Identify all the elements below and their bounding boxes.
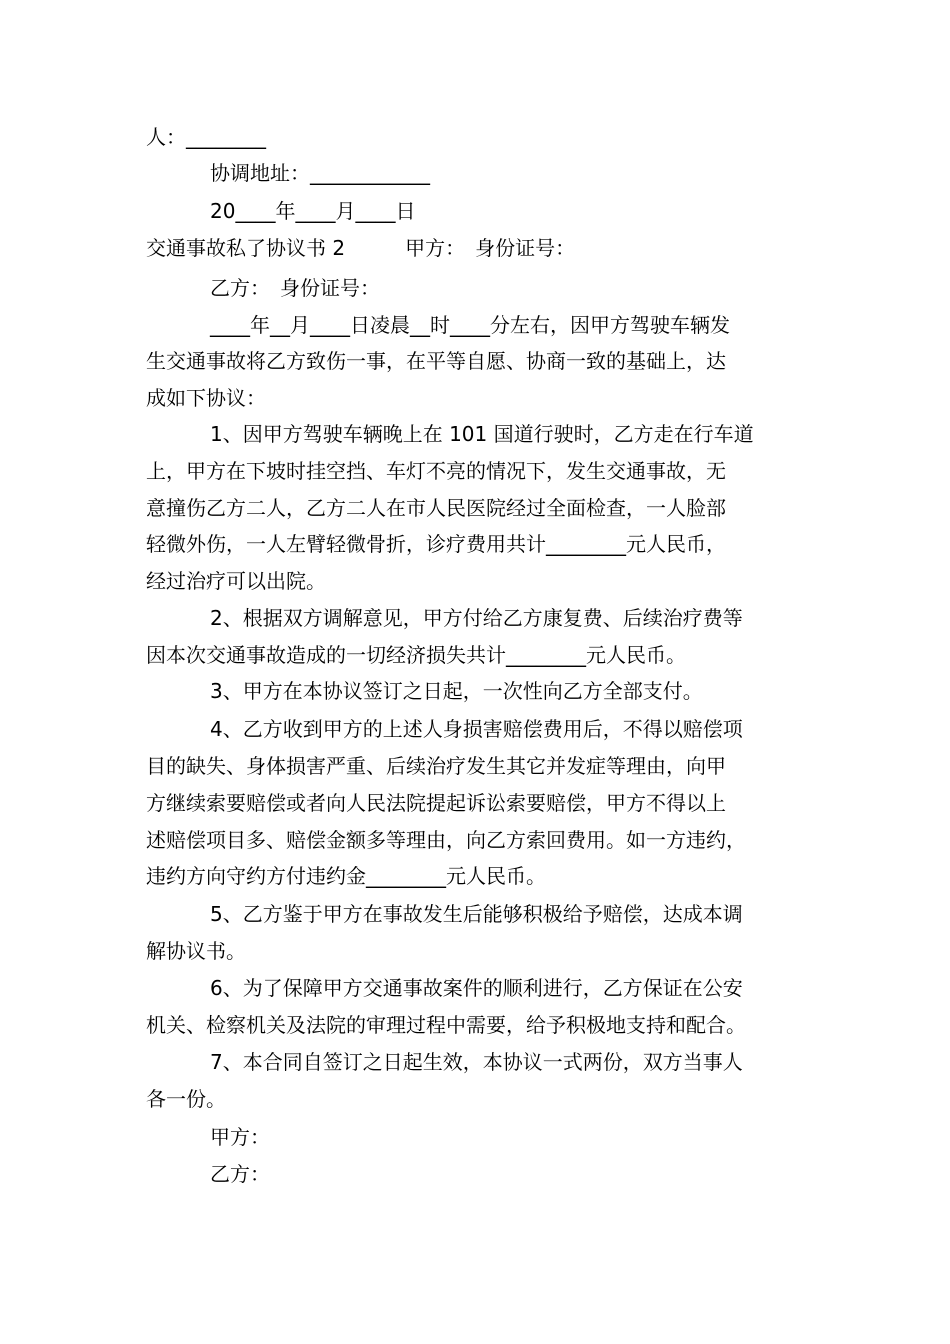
clause-4-line: 方继续索要赔偿或者向人民法院提起诉讼索要赔偿，甲方不得以上 bbox=[146, 791, 726, 815]
clause-4-line: 述赔偿项目多、赔偿金额多等理由，向乙方索回费用。如一方违约， bbox=[146, 828, 746, 852]
clause-2-line: 因本次交通事故造成的一切经济损失共计________元人民币。 bbox=[146, 643, 686, 667]
intro-paragraph-line: ____年__月____日凌晨__时____分左右，因甲方驾驶车辆发 bbox=[210, 313, 730, 337]
clause-1-line: 轻微外伤，一人左臂轻微骨折，诊疗费用共计________元人民币， bbox=[146, 532, 726, 556]
clause-1-line: 1、因甲方驾驶车辆晚上在 101 国道行驶时，乙方走在行车道 bbox=[210, 422, 754, 446]
clause-1-line: 上，甲方在下坡时挂空挡、车灯不亮的情况下，发生交通事故，无 bbox=[146, 459, 726, 483]
party-a-signature: 甲方： bbox=[210, 1125, 270, 1149]
clause-4-line: 违约方向守约方付违约金________元人民币。 bbox=[146, 864, 546, 888]
clause-1-line: 意撞伤乙方二人，乙方二人在市人民医院经过全面检查，一人脸部 bbox=[146, 496, 726, 520]
clause-5-line: 解协议书。 bbox=[146, 939, 246, 963]
date-line: 20____年____月____日 bbox=[210, 199, 416, 223]
clause-7-line: 各一份。 bbox=[146, 1087, 226, 1111]
intro-paragraph-line: 成如下协议： bbox=[146, 386, 266, 410]
signature-line-person: 人：________ bbox=[146, 125, 266, 149]
party-b-signature: 乙方： bbox=[210, 1162, 270, 1186]
clause-1-line: 经过治疗可以出院。 bbox=[146, 569, 326, 593]
party-b-id-line: 乙方： 身份证号： bbox=[210, 276, 380, 300]
clause-6-line: 6、为了保障甲方交通事故案件的顺利进行，乙方保证在公安 bbox=[210, 976, 743, 1000]
clause-5-line: 5、乙方鉴于甲方在事故发生后能够积极给予赔偿，达成本调 bbox=[210, 902, 743, 926]
clause-4-line: 4、乙方收到甲方的上述人身损害赔偿费用后，不得以赔偿项 bbox=[210, 717, 743, 741]
intro-paragraph-line: 生交通事故将乙方致伤一事，在平等自愿、协商一致的基础上，达 bbox=[146, 349, 726, 373]
mediation-address-line: 协调地址：____________ bbox=[210, 161, 430, 185]
clause-4-line: 目的缺失、身体损害严重、后续治疗发生其它并发症等理由，向甲 bbox=[146, 754, 726, 778]
agreement-title-line: 交通事故私了协议书 2 甲方： 身份证号： bbox=[146, 236, 576, 260]
clause-3-line: 3、甲方在本协议签订之日起，一次性向乙方全部支付。 bbox=[210, 679, 703, 703]
clause-7-line: 7、本合同自签订之日起生效，本协议一式两份，双方当事人 bbox=[210, 1050, 743, 1074]
clause-2-line: 2、根据双方调解意见，甲方付给乙方康复费、后续治疗费等 bbox=[210, 606, 743, 630]
clause-6-line: 机关、检察机关及法院的审理过程中需要，给予积极地支持和配合。 bbox=[146, 1013, 746, 1037]
